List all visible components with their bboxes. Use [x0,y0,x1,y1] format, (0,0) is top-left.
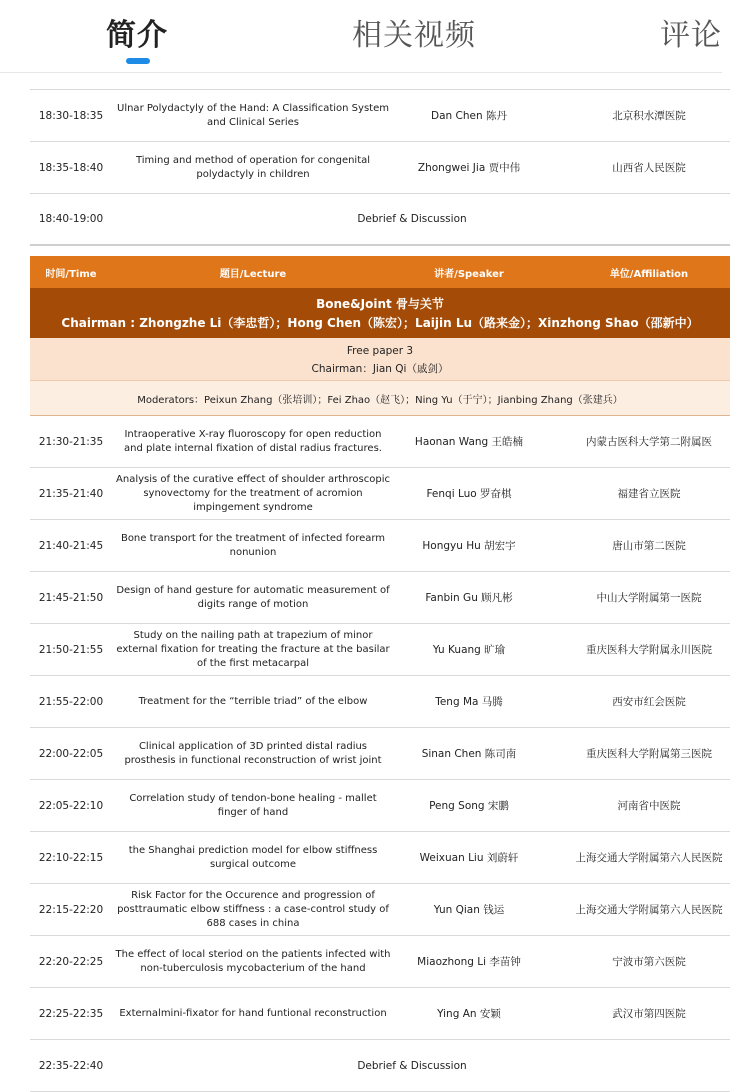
row-time: 21:35-21:40 [38,487,104,500]
header-affiliation: 单位/Affiliation [609,268,689,280]
row-speaker: Weixuan Liu 刘蔚轩 [419,852,519,864]
row-affiliation: 山西省人民医院 [612,162,686,174]
row-affiliation: 西安市红会医院 [612,696,686,708]
free-paper-block [30,338,730,381]
row-time: 21:45-21:50 [38,591,104,604]
table-row [30,572,730,624]
row-time: 22:25-22:35 [38,1007,104,1020]
row-speaker: Zhongwei Jia 贾中伟 [417,162,521,174]
table-row [30,988,730,1040]
row-affiliation: 武汉市第四医院 [612,1008,686,1020]
free-paper-title: Free paper 3 [346,345,414,357]
table-header [30,256,730,288]
row-speaker: Haonan Wang 王皓楠 [414,436,524,448]
row-affiliation: 河南省中医院 [617,800,681,812]
row-lecture: Analysis of the curative effect of shoulder arthroscopic synovectomy for the treatment of acromion impingement syndrome [116,473,390,513]
table-row [30,142,730,194]
row-affiliation: 福建省立医院 [617,488,681,500]
debrief-text: Debrief & Discussion [357,1059,467,1072]
row-time: 22:35-22:40 [38,1059,104,1072]
free-paper-chairman: Chairman：Jian Qi（戚剑） [311,363,449,375]
row-time: 22:00-22:05 [38,747,104,760]
row-time: 18:30-18:35 [38,109,104,122]
row-time: 22:20-22:25 [38,955,104,968]
table-row [30,90,730,142]
row-affiliation: 北京积水潭医院 [612,110,686,122]
row-lecture: Study on the nailing path at trapezium of minor external fixation for treating the fracture at the basilar of the first metacarpal [116,629,390,669]
row-lecture: Timing and method of operation for congenital polydactyly in children [135,154,371,180]
row-lecture: Externalmini-fixator for hand funtional reconstruction [119,1007,387,1019]
program-image[interactable] [0,73,723,1072]
row-speaker: Yu Kuang 旷瑜 [432,644,506,656]
row-affiliation: 重庆医科大学附属第三医院 [586,748,712,760]
row-time: 21:50-21:55 [38,643,104,656]
row-speaker: Ying An 安颖 [437,1008,501,1020]
row-lecture: Design of hand gesture for automatic measurement of digits range of motion [116,584,390,610]
row-lecture: Clinical application of 3D printed distal radius prosthesis in functional reconstruction of wrist joint [124,740,382,766]
schedule-table [30,73,730,1092]
header-time: 时间/Time [45,268,97,280]
row-affiliation: 内蒙古医科大学第二附属医 [586,436,712,448]
row-lecture: The effect of local steriod on the patients infected with non-tuberculosis mycobacterium of the hand [115,948,391,974]
tab-related-videos[interactable]: 相关视频 [352,18,476,53]
table-row [30,832,730,884]
row-time: 22:10-22:15 [38,851,104,864]
row-affiliation: 中山大学附属第一医院 [596,592,702,604]
moderators-row: Moderators：Peixun Zhang（张培训）；Fei Zhao（赵飞）；Ning Yu（于宁）；Jianbing Zhang（张建兵） [30,381,730,416]
table-row [30,884,730,936]
tab-intro[interactable]: 简介 [106,18,168,53]
table-row [30,780,730,832]
row-lecture: Ulnar Polydactyly of the Hand: A Classification System and Clinical Series [117,102,389,128]
row-speaker: Fenqi Luo 罗奋棋 [426,488,512,500]
row-affiliation: 上海交通大学附属第六人民医院 [575,852,723,864]
table-row [30,416,730,468]
row-speaker: Teng Ma 马腾 [435,696,503,708]
row-lecture: Treatment for the “terrible triad” of the elbow [138,695,368,707]
row-speaker: Dan Chen 陈丹 [431,110,507,122]
session-title: Bone&Joint 骨与关节 [316,297,444,311]
session-banner [30,288,730,338]
row-time: 18:35-18:40 [38,161,104,174]
row-time: 21:55-22:00 [38,695,104,708]
debrief-text: Debrief & Discussion [357,213,467,225]
row-lecture: the Shanghai prediction model for elbow stiffness surgical outcome [128,844,378,870]
row-affiliation: 宁波市第六医院 [612,956,686,968]
session-chairmen: Chairman : Zhongzhe Li（李忠哲）；Hong Chen（陈宏）；Laijin Lu（路来金）；Xinzhong Shao（邵新中） [61,316,699,330]
row-speaker: Miaozhong Li 李苗钟 [417,956,521,968]
row-affiliation: 上海交通大学附属第六人民医院 [575,904,723,916]
table-row [30,676,730,728]
tab-bar [0,0,722,73]
active-tab-indicator [126,58,150,64]
row-affiliation: 重庆医科大学附属永川医院 [586,644,712,656]
row-affiliation: 唐山市第二医院 [612,540,686,552]
table-row [30,520,730,572]
debrief-row [30,194,730,246]
row-lecture: Risk Factor for the Occurence and progression of posttraumatic elbow stiffness : a case-control study of 688 cases in china [117,889,389,929]
debrief-row [30,1040,730,1092]
row-speaker: Yun Qian 钱运 [433,904,505,916]
row-lecture: Intraoperative X-ray fluoroscopy for open reduction and plate internal fixation of distal radius fractures. [124,428,382,454]
row-time: 21:30-21:35 [38,435,104,448]
table-row [30,936,730,988]
header-speaker: 讲者/Speaker [434,268,504,280]
table-row [30,468,730,520]
header-lecture: 题目/Lecture [219,268,287,280]
row-lecture: Bone transport for the treatment of infected forearm nonunion [120,532,386,558]
tab-comments[interactable]: 评论 [660,18,722,53]
row-speaker: Fanbin Gu 顾凡彬 [425,592,513,604]
row-lecture: Correlation study of tendon-bone healing - mallet finger of hand [129,792,377,818]
row-time: 22:15-22:20 [38,903,104,916]
row-time: 21:40-21:45 [38,539,104,552]
table-row [30,624,730,676]
row-speaker: Hongyu Hu 胡宏宇 [422,540,516,552]
row-time: 22:05-22:10 [38,799,104,812]
row-time: 18:40-19:00 [38,213,104,225]
row-speaker: Sinan Chen 陈司南 [421,748,517,760]
row-speaker: Peng Song 宋鹏 [429,800,509,812]
table-row [30,728,730,780]
